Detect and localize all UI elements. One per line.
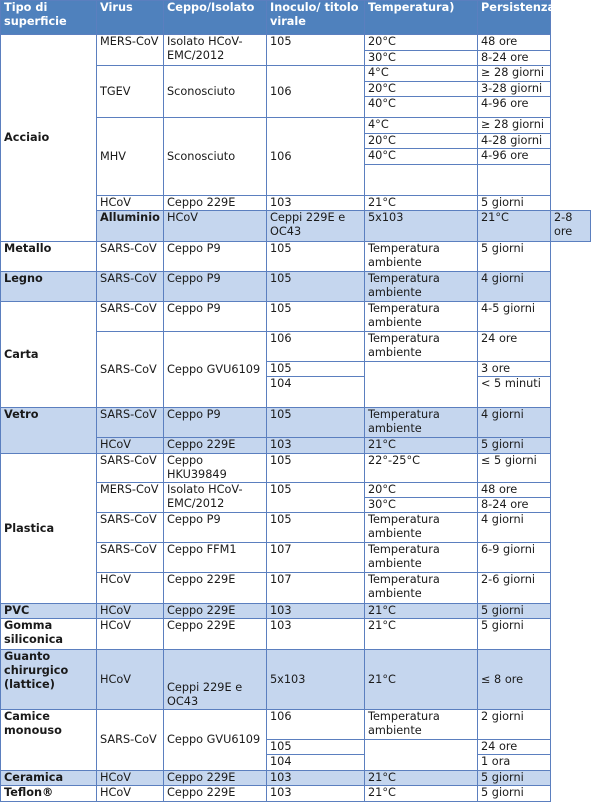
table-row: [1, 786, 591, 802]
temperature-cell: 4°C: [365, 118, 478, 134]
inoculum-cell: 103: [267, 196, 365, 211]
inoculum-cell: 105: [267, 272, 365, 302]
temperature-cell: 21°C: [365, 650, 478, 710]
surface-cell: Legno: [1, 272, 97, 302]
inoculum-cell: 105: [267, 242, 365, 272]
inoculum-cell: 105: [267, 362, 365, 377]
temperature-cell: Temperatura ambiente: [365, 543, 478, 573]
virus-cell: SARS-CoV: [97, 332, 164, 408]
header-row: [1, 1, 591, 35]
persistence-cell: 5 giorni: [478, 438, 551, 454]
strain-cell: Ceppo 229E: [164, 573, 267, 604]
surface-cell: Vetro: [1, 408, 97, 454]
virus-cell: SARS-CoV: [97, 302, 164, 332]
persistence-cell: 24 ore: [478, 332, 551, 362]
temperature-cell: 21°C: [365, 786, 478, 802]
table-row: [1, 272, 591, 302]
table-row: [1, 710, 591, 740]
virus-cell: SARS-CoV: [97, 272, 164, 302]
inoculum-cell: 106: [267, 710, 365, 740]
table-row: [1, 242, 591, 272]
temperature-cell: Temperatura ambiente: [365, 242, 478, 272]
persistence-cell: 4-96 ore: [478, 149, 551, 165]
strain-cell: Ceppo 229E: [164, 771, 267, 786]
strain-cell: Ceppo GVU6109: [164, 332, 267, 408]
temperature-cell: [365, 165, 478, 196]
virus-cell: HCoV: [97, 196, 164, 211]
virus-cell: HCoV: [97, 786, 164, 802]
virus-cell: HCoV: [97, 438, 164, 454]
virus-cell: HCoV: [97, 573, 164, 604]
strain-cell: Ceppo 229E: [164, 604, 267, 619]
strain-cell: Ceppo 229E: [164, 619, 267, 650]
persistence-cell: 4 giorni: [478, 513, 551, 543]
temperature-cell: Temperatura ambiente: [365, 513, 478, 543]
persistence-cell: 4 giorni: [478, 272, 551, 302]
table-row: [1, 619, 591, 650]
temperature-cell: Temperatura ambiente: [365, 332, 478, 362]
inoculum-cell: 105: [267, 302, 365, 332]
strain-cell: Ceppo 229E: [164, 438, 267, 454]
temperature-cell: 21°C: [365, 196, 478, 211]
strain-cell: Ceppo P9: [164, 302, 267, 332]
persistence-cell: 2 giorni: [478, 710, 551, 740]
persistence-cell: 24 ore: [478, 740, 551, 755]
persistence-cell: 8-24 ore: [478, 51, 551, 66]
table-row: [1, 604, 591, 619]
strain-cell: Ceppo 229E: [164, 196, 267, 211]
persistence-cell: ≤ 8 ore: [478, 650, 551, 710]
temperature-cell: 30°C: [365, 498, 478, 513]
strain-cell: Isolato HCoV-EMC/2012: [164, 483, 267, 513]
inoculum-cell: 5x103: [365, 211, 478, 242]
inoculum-cell: 5x103: [267, 650, 365, 710]
header-temperature: Temperatura): [365, 1, 478, 35]
temperature-cell: 20°C: [365, 82, 478, 97]
header-surface: Tipo di superficie: [1, 1, 97, 35]
surface-cell: PVC: [1, 604, 97, 619]
inoculum-cell: 107: [267, 543, 365, 573]
temperature-cell: Temperatura ambiente: [365, 408, 478, 438]
persistence-cell: 6-9 giorni: [478, 543, 551, 573]
persistence-cell: 5 giorni: [478, 604, 551, 619]
temperature-cell: Temperatura ambiente: [365, 272, 478, 302]
header-persistence: Persistenza: [478, 1, 551, 35]
surface-cell: Teflon®: [1, 786, 97, 802]
header-inoculum: Inoculo/ titolo virale: [267, 1, 365, 35]
inoculum-cell: 107: [267, 573, 365, 604]
table-row: [1, 35, 591, 51]
virus-cell: TGEV: [97, 66, 164, 118]
surface-cell: Alluminio: [97, 211, 164, 242]
inoculum-cell: 103: [267, 619, 365, 650]
strain-cell: Ceppo GVU6109: [164, 710, 267, 771]
inoculum-cell: 103: [267, 786, 365, 802]
table-row: [1, 650, 591, 710]
table-row: [1, 408, 591, 438]
virus-cell: MERS-CoV: [97, 35, 164, 66]
persistence-cell: 5 giorni: [478, 196, 551, 211]
strain-cell: Sconosciuto: [164, 118, 267, 196]
persistence-cell: 48 ore: [478, 35, 551, 51]
header-virus: Virus: [97, 1, 164, 35]
inoculum-cell: 105: [267, 483, 365, 513]
persistence-cell: 3 ore: [478, 362, 551, 377]
temperature-cell: [365, 740, 478, 771]
persistence-cell: 4-5 giorni: [478, 302, 551, 332]
persistence-cell: 48 ore: [478, 483, 551, 498]
virus-cell: SARS-CoV: [97, 408, 164, 438]
persistence-cell: 2-8 ore: [551, 211, 591, 242]
inoculum-cell: 105: [267, 35, 365, 66]
virus-cell: HCoV: [97, 771, 164, 786]
temperature-cell: 21°C: [365, 438, 478, 454]
strain-cell: Ceppo FFM1: [164, 543, 267, 573]
inoculum-cell: 103: [267, 771, 365, 786]
inoculum-cell: 106: [267, 118, 365, 196]
table-row: [1, 771, 591, 786]
header-strain: Ceppo/Isolato: [164, 1, 267, 35]
temperature-cell: 21°C: [365, 604, 478, 619]
inoculum-cell: 106: [267, 66, 365, 118]
table-row: [1, 454, 591, 483]
temperature-cell: 21°C: [365, 619, 478, 650]
surface-cell: Guanto chirurgico (lattice): [1, 650, 97, 710]
surface-cell: Acciaio: [1, 35, 97, 242]
virus-cell: SARS-CoV: [97, 513, 164, 543]
temperature-cell: Temperatura ambiente: [365, 302, 478, 332]
virus-cell: SARS-CoV: [97, 710, 164, 771]
virus-cell: MERS-CoV: [97, 483, 164, 513]
virus-cell: SARS-CoV: [97, 242, 164, 272]
strain-cell: Isolato HCoV-EMC/2012: [164, 35, 267, 66]
virus-cell: HCoV: [97, 650, 164, 710]
inoculum-cell: 104: [267, 377, 365, 408]
inoculum-cell: 105: [267, 513, 365, 543]
surface-cell: Ceramica: [1, 771, 97, 786]
inoculum-cell: 103: [267, 438, 365, 454]
persistence-cell: 4 giorni: [478, 408, 551, 438]
strain-cell: Ceppo P9: [164, 408, 267, 438]
temperature-cell: 4°C: [365, 66, 478, 82]
inoculum-cell: 104: [267, 755, 365, 771]
virus-cell: SARS-CoV: [97, 543, 164, 573]
virus-cell: SARS-CoV: [97, 454, 164, 483]
table-row: [1, 302, 591, 332]
temperature-cell: [365, 362, 478, 408]
persistence-cell: 2-6 giorni: [478, 573, 551, 604]
inoculum-cell: 105: [267, 740, 365, 755]
virus-cell: HCoV: [97, 619, 164, 650]
temperature-cell: 21°C: [365, 771, 478, 786]
strain-cell: Ceppi 229E e OC43: [164, 650, 267, 710]
strain-cell: Ceppo P9: [164, 242, 267, 272]
strain-cell: Ceppo P9: [164, 272, 267, 302]
inoculum-cell: 103: [267, 604, 365, 619]
persistence-cell: 8-24 ore: [478, 498, 551, 513]
temperature-cell: 40°C: [365, 149, 478, 165]
virus-cell: HCoV: [97, 604, 164, 619]
persistence-cell: 5 giorni: [478, 771, 551, 786]
surface-cell: Camice monouso: [1, 710, 97, 771]
persistence-cell: 3-28 giorni: [478, 82, 551, 97]
temperature-cell: 22°-25°C: [365, 454, 478, 483]
temperature-cell: 20°C: [365, 35, 478, 51]
persistence-cell: 4-96 ore: [478, 97, 551, 118]
persistence-cell: 5 giorni: [478, 242, 551, 272]
temperature-cell: Temperatura ambiente: [365, 573, 478, 604]
surface-cell: Metallo: [1, 242, 97, 272]
temperature-cell: Temperatura ambiente: [365, 710, 478, 740]
strain-cell: Sconosciuto: [164, 66, 267, 118]
surface-cell: Plastica: [1, 454, 97, 604]
inoculum-cell: 106: [267, 332, 365, 362]
persistence-cell: 1 ora: [478, 755, 551, 771]
persistence-cell: ≥ 28 giorni: [478, 66, 551, 82]
persistence-cell: 5 giorni: [478, 619, 551, 650]
strain-cell: Ceppo P9: [164, 513, 267, 543]
persistence-cell: 4-28 giorni: [478, 134, 551, 149]
temperature-cell: 40°C: [365, 97, 478, 118]
persistence-cell: [478, 165, 551, 196]
persistence-cell: 5 giorni: [478, 786, 551, 802]
persistence-cell: ≤ 5 giorni: [478, 454, 551, 483]
temperature-cell: 30°C: [365, 51, 478, 66]
inoculum-cell: 105: [267, 454, 365, 483]
strain-cell: Ceppi 229E e OC43: [267, 211, 365, 242]
virus-cell: HCoV: [164, 211, 267, 242]
surface-cell: Carta: [1, 302, 97, 408]
temperature-cell: 20°C: [365, 483, 478, 498]
surface-cell: Gomma siliconica: [1, 619, 97, 650]
strain-cell: Ceppo HKU39849: [164, 454, 267, 483]
persistence-cell: < 5 minuti: [478, 377, 551, 408]
inoculum-cell: 105: [267, 408, 365, 438]
virus-cell: MHV: [97, 118, 164, 196]
persistence-cell: ≥ 28 giorni: [478, 118, 551, 134]
temperature-cell: 20°C: [365, 134, 478, 149]
temperature-cell: 21°C: [478, 211, 551, 242]
strain-cell: Ceppo 229E: [164, 786, 267, 802]
